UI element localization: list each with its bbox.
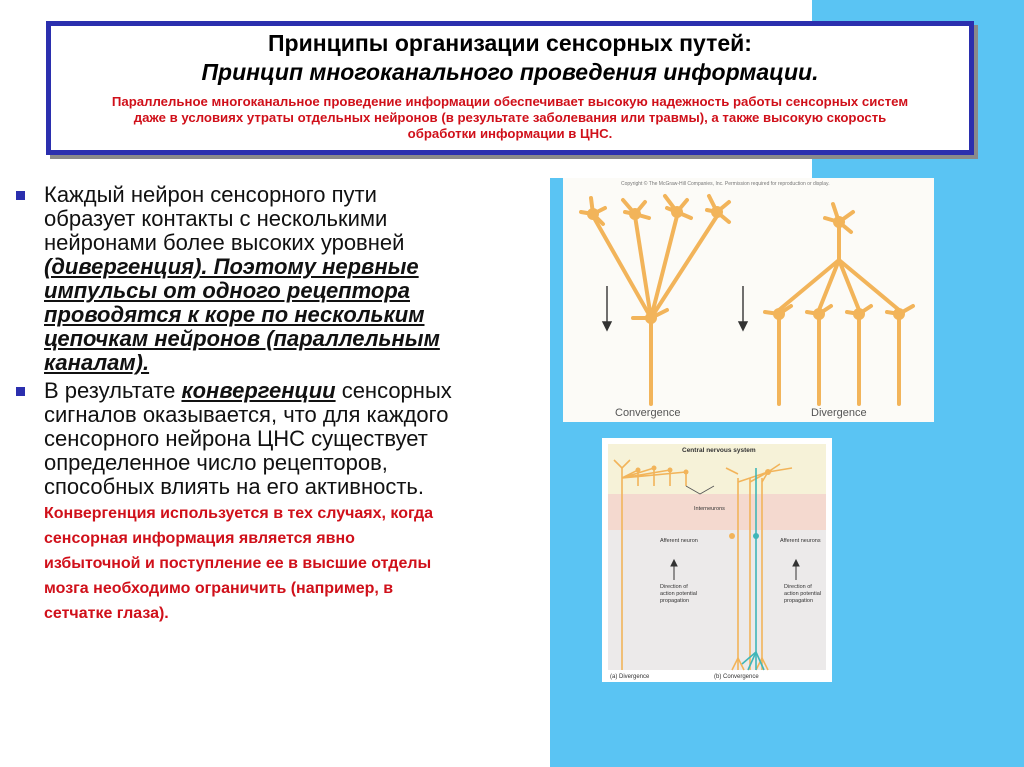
direction-right-line3: propagation	[784, 598, 814, 604]
bullet-2-text-pre: В результате	[44, 378, 182, 403]
afferent-neuron-label: Afferent neuron	[660, 538, 698, 544]
bullet-1-text: Каждый нейрон сенсорного пути образует контакты с несколькими нейронами более высоких уровней	[44, 182, 405, 255]
convergence-neurons-icon	[581, 196, 729, 404]
direction-left-line3: propagation	[660, 598, 690, 604]
caption-divergence: (a) Divergence	[610, 674, 650, 680]
direction-right-line2: action potential	[784, 591, 821, 597]
figure-label-convergence: Convergence	[615, 407, 681, 419]
bullet-1-emphasis: (дивергенция). Поэтому нервные импульсы от одного рецептора проводятся к коре по нескольким цепочкам нейронов (параллельным каналам).	[44, 254, 440, 375]
bullet-list	[12, 183, 452, 624]
interneurons-label: Interneurons	[694, 506, 725, 512]
figure-label-divergence: Divergence	[811, 407, 867, 419]
neuron-diagram-1	[563, 178, 934, 422]
bullet-marker-icon	[16, 387, 25, 396]
direction-left-line2: action potential	[660, 591, 697, 597]
bullet-2-red-note: Конвергенция используется в тех случаях, когда сенсорная информация является явно избыточной и поступление ее в высшие отделы мозга необходимо ограничить (например, в сетчатке глаза).	[44, 505, 434, 622]
caption-convergence: (b) Convergence	[714, 674, 759, 680]
divergence-arrow-icon	[739, 286, 747, 330]
direction-right-line1: Direction of	[784, 584, 812, 590]
direction-left-line1: Direction of	[660, 584, 688, 590]
afferent-soma-cyan-icon	[753, 533, 759, 539]
afferent-neurons-label: Afferent neurons	[780, 538, 821, 544]
bullet-divergence	[12, 183, 452, 375]
figure-cns-pathways	[602, 438, 832, 682]
bullet-convergence	[12, 379, 452, 624]
neuron-diagram-2	[602, 438, 832, 682]
figure-copyright: Copyright © The McGraw-Hill Companies, Inc. Permission required for reproduction or display.	[621, 181, 830, 187]
title-note: Параллельное многоканальное проведение информации обеспечивает высокую надежность работы сенсорных систем даже в условиях утраты отдельных нейронов (в результате заболевания или травмы), а также высокую скорость обработки информации в ЦНС.	[111, 94, 909, 141]
slide-subtitle: Принцип многоканального проведения информации.	[201, 59, 819, 85]
divergence-neurons-icon	[765, 204, 913, 404]
bullet-marker-icon	[16, 191, 25, 200]
figure-convergence-divergence	[563, 178, 934, 422]
interneuron-band	[608, 494, 826, 530]
bullet-2-emphasis: конвергенции	[181, 378, 336, 403]
slide-title: Принципы организации сенсорных путей:	[268, 30, 752, 56]
cns-header: Central nervous system	[682, 447, 756, 454]
bullet-2-text-post: сенсорных сигналов оказывается, что для каждого сенсорного нейрона ЦНС существует определенное число рецепторов, способных влиять на его активность.	[44, 378, 452, 499]
convergence-arrow-icon	[603, 286, 611, 330]
title-box	[46, 21, 974, 155]
